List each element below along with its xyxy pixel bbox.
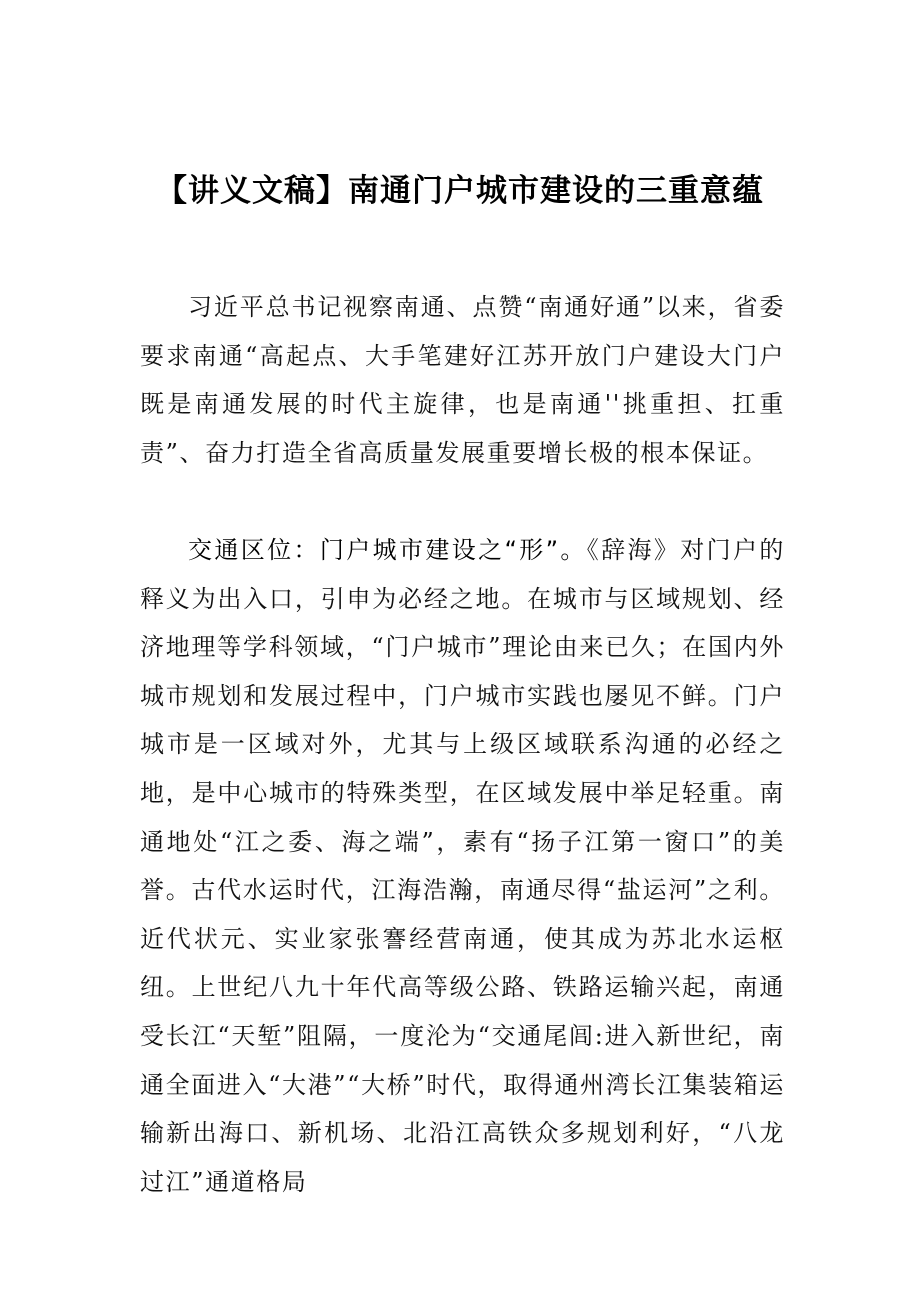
document-title: 【讲义文稿】南通门户城市建设的三重意蕴 (156, 172, 764, 209)
intro-paragraph-text: 习近平总书记视察南通、点赞“南通好通”以来，省委要求南通“高起点、大手笔建好江苏开放门户建设大门户既是南通发展的时代主旋律，也是南通''挑重担、扛重责”、奋力打造全省高质量发展重要增长极的根本保证。 (140, 293, 785, 467)
section-heading-transport: 交通区位：门户城市建设之“形”。 (188, 536, 587, 564)
transport-location-paragraph (140, 526, 785, 1206)
transport-location-paragraph-text: 《辞海》对门户的释义为出入口，引申为必经之地。在城市与区域规划、经济地理等学科领域，“门户城市”理论由来已久；在国内外城市规划和发展过程中，门户城市实践也屡见不鲜。门户城市是一区域对外，尤其与上级区域联系沟通的必经之地，是中心城市的特殊类型，在区域发展中举足轻重。南通地处“江之委、海之端”，素有“扬子江第一窗口”的美誉。古代水运时代，江海浩瀚，南通尽得“盐运河”之利。近代状元、实业家张謇经营南通，使其成为苏北水运枢纽。上世纪八九十年代高等级公路、铁路运输兴起，南通受长江“天堑”阻隔，一度沦为“交通尾闾:进入新世纪，南通全面进入“大港”“大桥”时代，取得通州湾长江集装箱运输新出海口、新机场、北沿江高铁众多规划利好，“八龙过江”通道格局 (140, 536, 785, 1196)
intro-paragraph (140, 283, 785, 477)
